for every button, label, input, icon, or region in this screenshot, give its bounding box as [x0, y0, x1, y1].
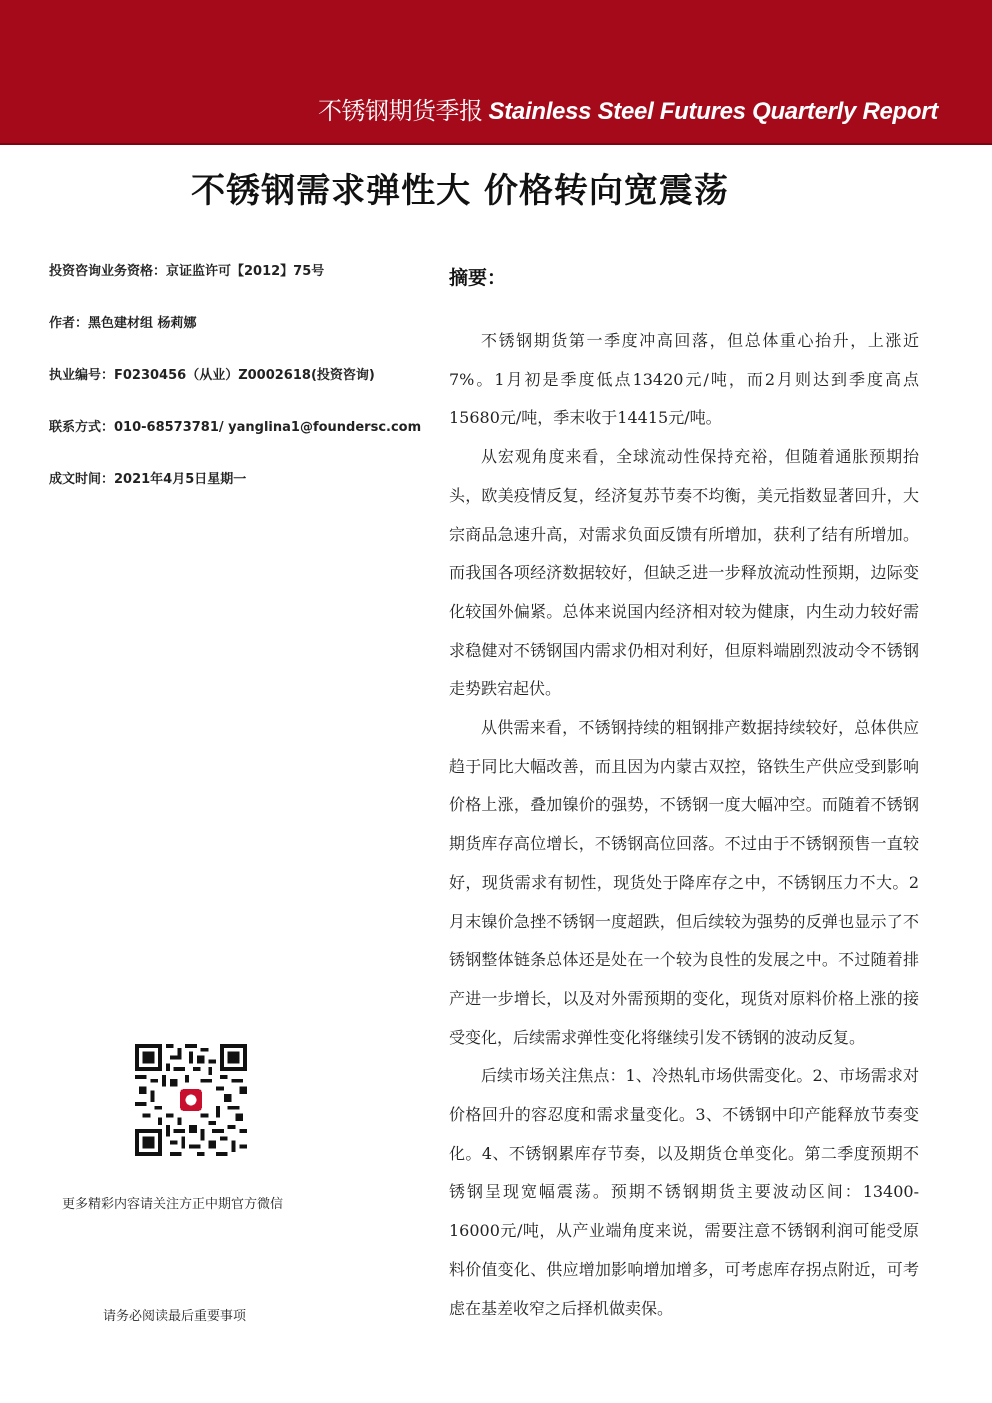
meta-license: 执业编号：F0230456（从业）Z0002618(投资咨询): [49, 368, 375, 383]
series-title-cn: 不锈钢期货季报: [318, 97, 483, 125]
meta-date: 成文时间：2021年4月5日星期一: [49, 472, 247, 487]
summary-paragraph: 不锈钢期货第一季度冲高回落，但总体重心抬升，上涨近7%。1月初是季度低点13420元/吨，而2月则达到季度高点15680元/吨，季末收于14415元/吨。: [449, 331, 919, 428]
summary-heading: 摘要：: [449, 267, 507, 289]
header-banner: [0, 0, 992, 143]
header-divider: [0, 143, 992, 145]
qr-code-icon: [135, 1044, 247, 1156]
summary-body: [449, 322, 919, 1328]
report-title: 不锈钢需求弹性大 价格转向宽震荡: [191, 171, 729, 211]
meta-author: 作者：黑色建材组 杨莉娜: [49, 316, 197, 331]
qr-caption: 更多精彩内容请关注方正中期官方微信: [62, 1197, 284, 1212]
summary-paragraph: 从供需来看，不锈钢持续的粗钢排产数据持续较好，总体供应趋于同比大幅改善，而且因为内蒙古双控，铬铁生产供应受到影响价格上涨，叠加镍价的强势，不锈钢一度大幅冲空。而随着不锈钢期货库存高位增长，不锈钢高位回落。不过由于不锈钢预售一直较好，现货需求有韧性，现货处于降库存之中，不锈钢压力不大。2月末镍价急挫不锈钢一度超跌，但后续较为强势的反弹也显示了不锈钢整体链条总体还是处在一个较为良性的发展之中。不过随着排产进一步增长，以及对外需预期的变化，现货对原料价格上涨的接受变化，后续需求弹性变化将继续引发不锈钢的波动反复。: [449, 718, 919, 1047]
report-series-title: [318, 91, 938, 126]
meta-contact: 联系方式：010-68573781/ yanglina1@foundersc.com: [49, 420, 422, 435]
summary-paragraph: 后续市场关注焦点：1、冷热轧市场供需变化。2、市场需求对价格回升的容忍度和需求量变化。3、不锈钢中印产能释放节奏变化。4、不锈钢累库存节奏，以及期货仓单变化。第二季度预期不锈钢呈现宽幅震荡。预期不锈钢期货主要波动区间：13400-16000元/吨，从产业端角度来说，需要注意不锈钢利润可能受原料价值变化、供应增加影响增加增多，可考虑库存拐点附近，可考虑在基差收窄之后择机做卖保。: [449, 1066, 919, 1318]
summary-paragraph: 从宏观角度来看，全球流动性保持充裕，但随着通胀预期抬头，欧美疫情反复，经济复苏节奏不均衡，美元指数显著回升，大宗商品急速升高，对需求负面反馈有所增加，获利了结有所增加。而我国各项经济数据较好，但缺乏进一步释放流动性预期，边际变化较国外偏紧。总体来说国内经济相对较为健康，内生动力较好需求稳健对不锈钢国内需求仍相对利好，但原料端剧烈波动令不锈钢走势跌宕起伏。: [449, 447, 919, 699]
meta-qualification: 投资咨询业务资格：京证监许可【2012】75号: [49, 264, 325, 279]
footer-note: 请务必阅读最后重要事项: [103, 1309, 247, 1324]
series-title-en: Stainless Steel Futures Quarterly Report: [488, 98, 938, 125]
